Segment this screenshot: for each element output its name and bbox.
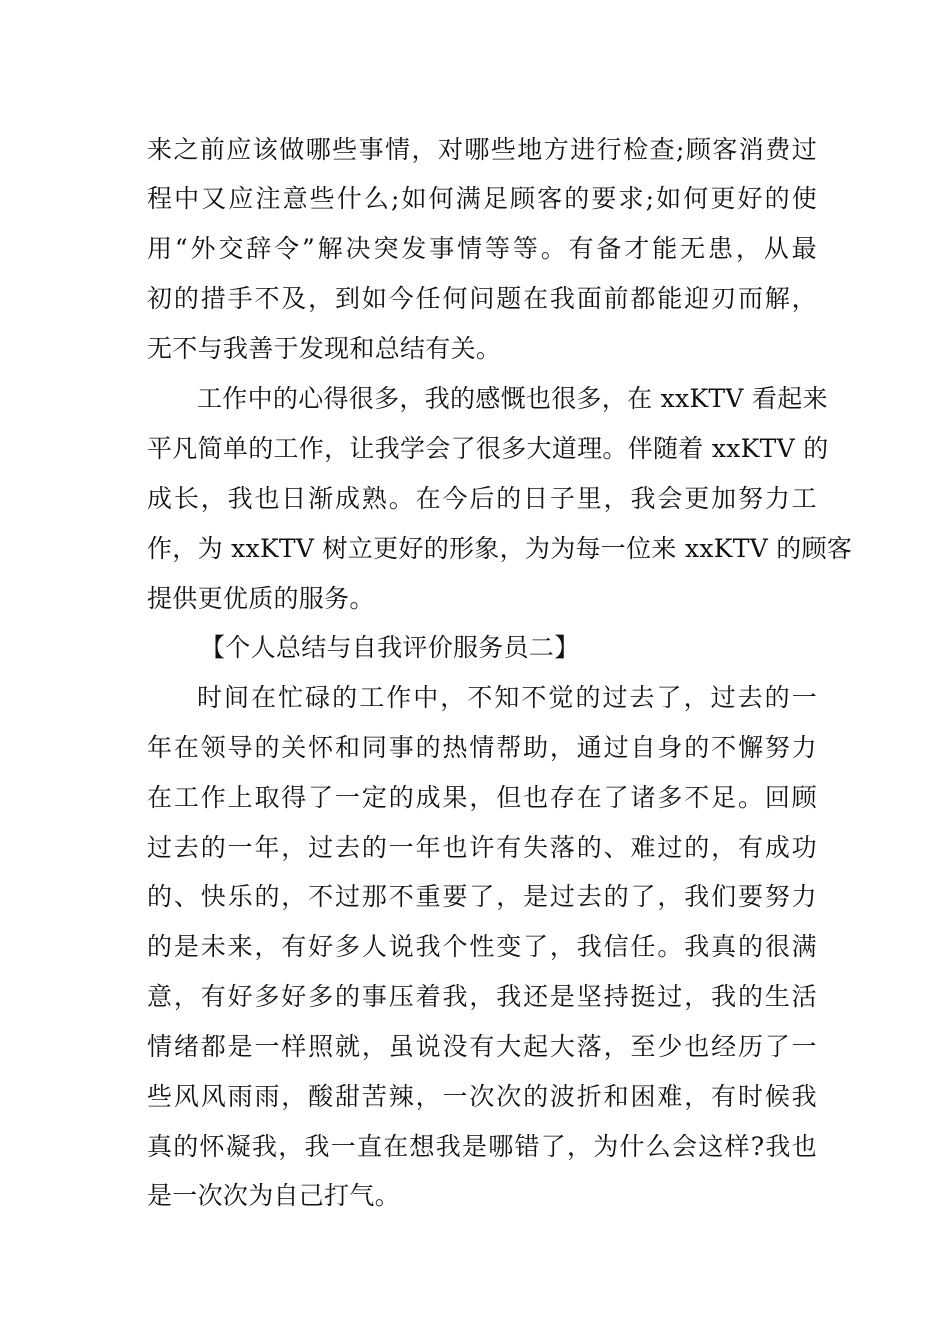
paragraph-3-line: 过去的一年，过去的一年也许有失落的、难过的，有成功 [147,833,817,862]
paragraph-3-line: 真的怀凝我，我一直在想我是哪错了，为什么会这样?我也 [147,1132,817,1161]
paragraph-3-line: 些风风雨雨，酸甜苦辣，一次次的波折和困难，有时候我 [147,1082,817,1111]
paragraph-2-line: 平凡简单的工作，让我学会了很多大道理。伴随着 xxKTV 的 [147,434,829,463]
paragraph-1-line: 初的措手不及，到如今任何问题在我面前都能迎刃而解， [147,284,817,313]
paragraph-3-line: 的、快乐的，不过那不重要了，是过去的了，我们要努力 [147,882,817,911]
paragraph-2-line: 作，为 xxKTV 树立更好的形象，为为每一位来 xxKTV 的顾客 [147,534,853,563]
paragraph-2-line: 提供更优质的服务。 [147,584,375,613]
paragraph-3-line: 是一次次为自己打气。 [147,1181,401,1210]
paragraph-3-line: 情绪都是一样照就，虽说没有大起大落，至少也经历了一 [147,1032,817,1061]
paragraph-3-line: 时间在忙碌的工作中，不知不觉的过去了，过去的一 [197,683,817,712]
paragraph-1-line: 程中又应注意些什么;如何满足顾客的要求;如何更好的使 [147,184,817,213]
paragraph-1-line: 用“外交辞令”解决突发事情等等。有备才能无患，从最 [147,234,817,263]
section-heading: 【个人总结与自我评价服务员二】 [200,633,580,662]
paragraph-2-line: 工作中的心得很多，我的感慨也很多，在 xxKTV 看起来 [197,384,828,413]
paragraph-2-line: 成长，我也日渐成熟。在今后的日子里，我会更加努力工 [147,484,817,513]
paragraph-3-line: 意，有好多好多的事压着我，我还是坚持挺过，我的生活 [147,982,817,1011]
paragraph-1-line: 来之前应该做哪些事情，对哪些地方进行检查;顾客消费过 [147,135,817,164]
paragraph-3-line: 在工作上取得了一定的成果，但也存在了诸多不足。回顾 [147,783,817,812]
paragraph-1-line: 无不与我善于发现和总结有关。 [147,334,502,363]
paragraph-3-line: 的是未来，有好多人说我个性变了，我信任。我真的很满 [147,932,817,961]
paragraph-3-line: 年在领导的关怀和同事的热情帮助，通过自身的不懈努力 [147,733,817,762]
